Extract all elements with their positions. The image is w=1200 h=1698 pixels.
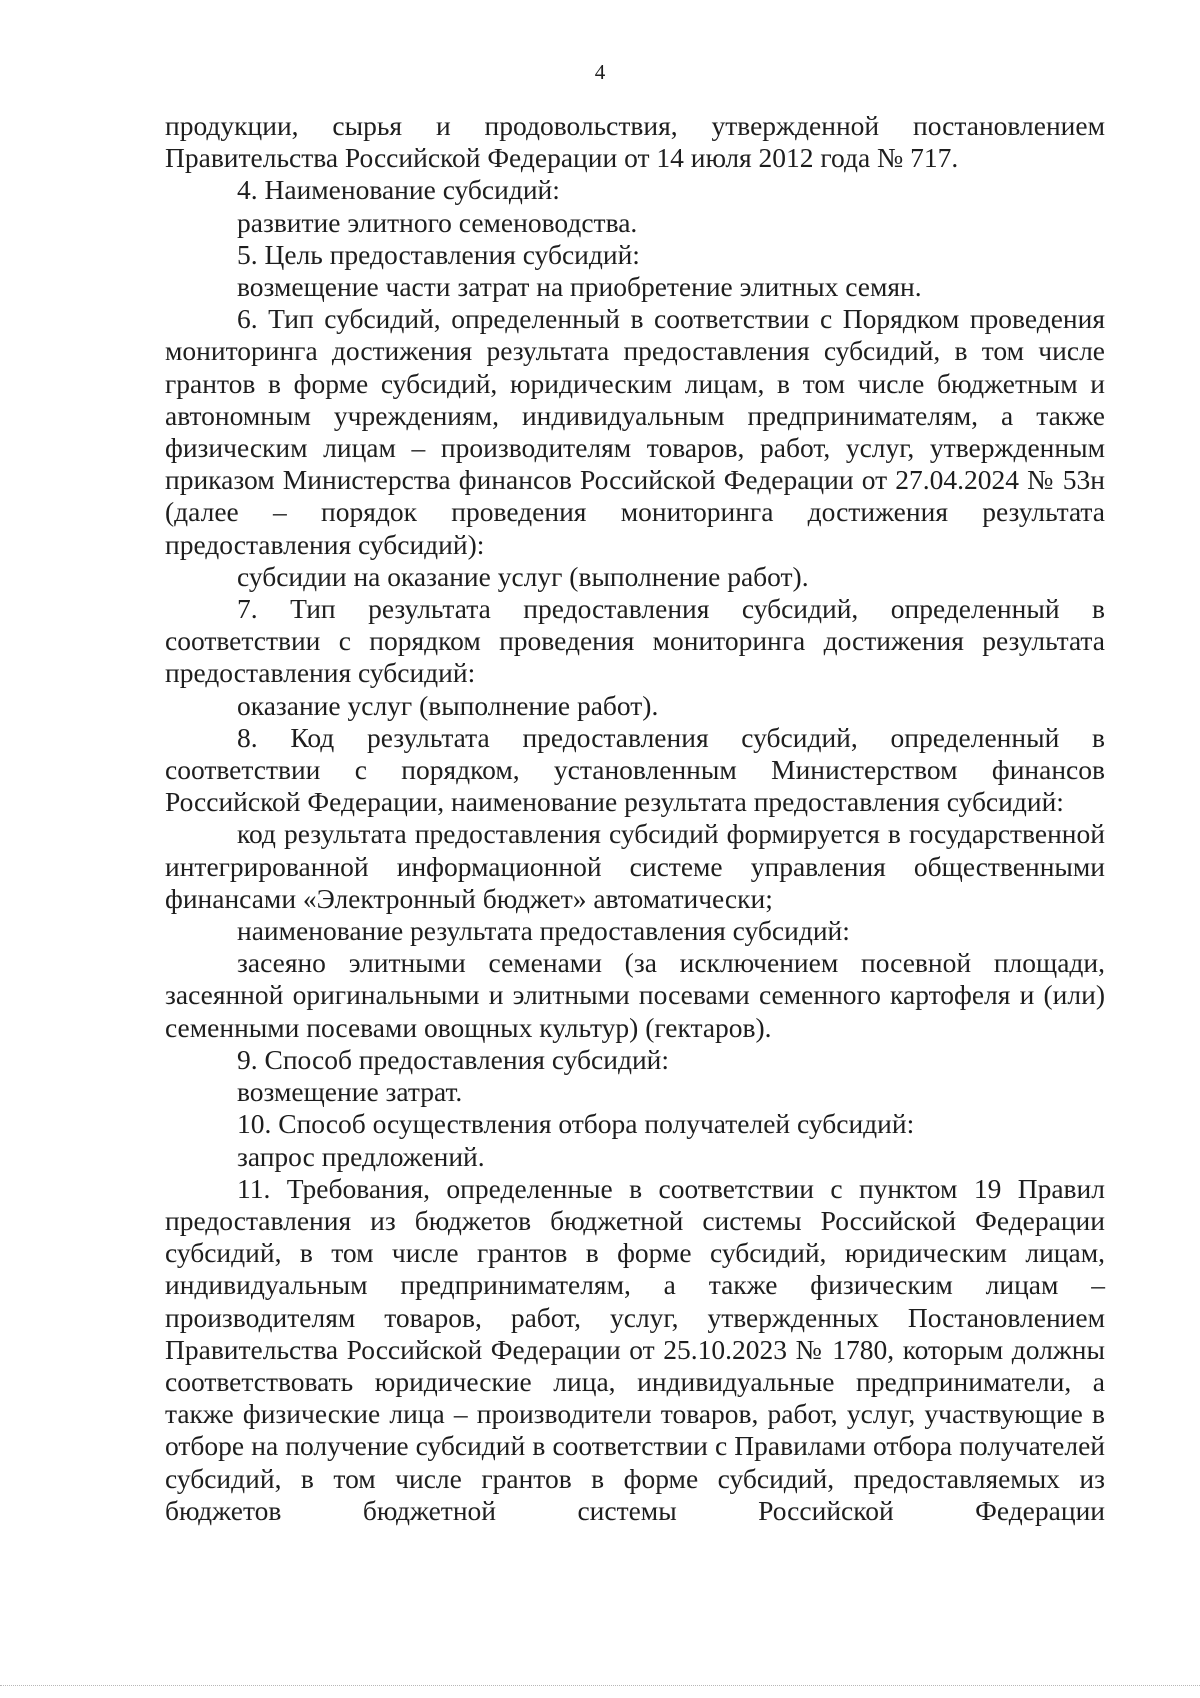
scan-edge-divider: [0, 1685, 1200, 1686]
paragraph-item-5-value: возмещение части затрат на приобретение элитных семян.: [237, 271, 922, 303]
paragraph-item-8-code: код результата предоставления субсидий формируется в государственной интегрированной информационной системе управления общественными финансами «Электронный бюджет» автоматически;: [165, 818, 1105, 914]
paragraph-item-4-heading: 4. Наименование субсидий:: [237, 174, 560, 206]
paragraph-item-5-heading: 5. Цель предоставления субсидий:: [237, 238, 640, 270]
paragraph-item-6-heading: 6. Тип субсидий, определенный в соответствии с Порядком проведения мониторинга достижения результата предоставления субсидий, в том числе грантов в форме субсидий, юридическим лицам, в том числе бюджетным и автономным учреждениям, индивидуальным предпринимателям, а также физическим лицам – производителям товаров, работ, услуг, утвержденным приказом Министерства финансов Российской Федерации от 27.04.2024 № 53н (далее – порядок проведения мониторинга достижения результата предоставления субсидий):: [165, 303, 1105, 560]
paragraph-item-10-heading: 10. Способ осуществления отбора получателей субсидий:: [237, 1108, 915, 1140]
paragraph-item-10-value: запрос предложений.: [237, 1140, 485, 1172]
paragraph-item-6-value: субсидии на оказание услуг (выполнение работ).: [237, 560, 809, 592]
paragraph-item-9-value: возмещение затрат.: [237, 1076, 463, 1108]
paragraph-continuation: продукции, сырья и продовольствия, утвержденной постановлением Правительства Российской Федерации от 14 июля 2012 года № 717.: [165, 110, 1105, 174]
paragraph-item-4-value: развитие элитного семеноводства.: [237, 206, 638, 238]
paragraph-item-11: 11. Требования, определенные в соответствии с пунктом 19 Правил предоставления из бюджетов бюджетной системы Российской Федерации субсидий, в том числе грантов в форме субсидий, юридическим лицам, индивидуальным предпринимателям, а также физическим лицам – производителям товаров, работ, услуг, утвержденных Постановлением Правительства Российской Федерации от 25.10.2023 № 1780, которым должны соответствовать юридические лица, индивидуальные предприниматели, а также физические лица – производители товаров, работ, услуг, участвующие в отборе на получение субсидий в соответствии с Правилами отбора получателей субсидий, в том числе грантов в форме субсидий, предоставляемых из бюджетов бюджетной системы Российской Федерации: [165, 1172, 1105, 1526]
paragraph-item-9-heading: 9. Способ предоставления субсидий:: [237, 1043, 670, 1075]
page-number: 4: [594, 60, 606, 84]
paragraph-item-8-name-heading: наименование результата предоставления субсидий:: [237, 915, 850, 947]
paragraph-item-7-value: оказание услуг (выполнение работ).: [237, 689, 659, 721]
paragraph-item-7-heading: 7. Тип результата предоставления субсидий, определенный в соответствии с порядком проведения мониторинга достижения результата предоставления субсидий:: [165, 593, 1105, 689]
paragraph-item-8-heading: 8. Код результата предоставления субсидий, определенный в соответствии с порядком, установленным Министерством финансов Российской Федерации, наименование результата предоставления субсидий:: [165, 721, 1105, 818]
paragraph-item-8-name-value: засеяно элитными семенами (за исключением посевной площади, засеянной оригинальными и элитными посевами семенного картофеля и (или) семенными посевами овощных культур) (гектаров).: [165, 947, 1105, 1043]
document-body: [165, 110, 1105, 1527]
